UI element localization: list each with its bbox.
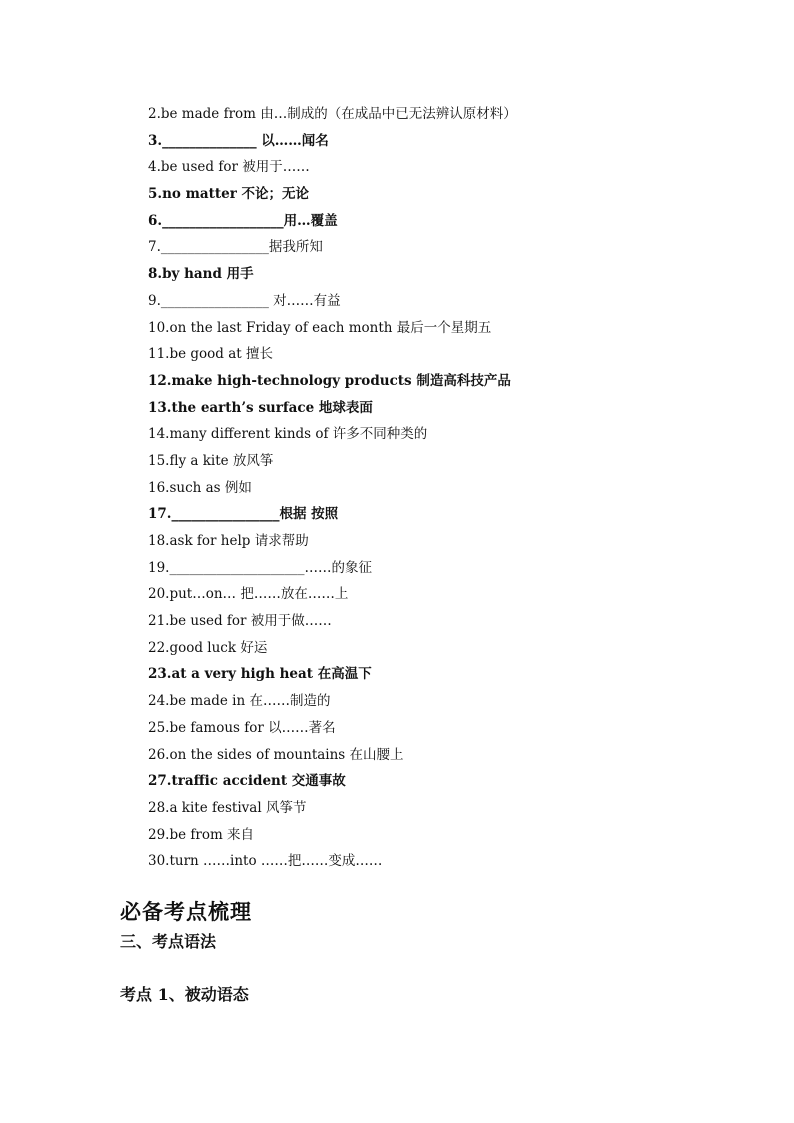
phrase-item-9: 9.________________ 对……有益 [148, 292, 341, 309]
phrase-item-7: 7.________________据我所知 [148, 239, 323, 256]
phrase-item-15: 15.fly a kite 放风筝 [148, 452, 274, 469]
phrase-item-26: 26.on the sides of mountains 在山腰上 [148, 746, 404, 763]
phrase-item-21: 21.be used for 被用于做…… [148, 613, 332, 630]
phrase-item-30: 30.turn ……into ……把……变成…… [148, 853, 383, 870]
phrase-item-24: 24.be made in 在……制造的 [148, 693, 331, 710]
phrase-item-4: 4.be used for 被用于…… [148, 159, 310, 176]
topic-heading: 考点 1、被动语态 [120, 985, 249, 1004]
phrase-item-28: 28.a kite festival 风筝节 [148, 799, 307, 816]
phrase-item-18: 18.ask for help 请求帮助 [148, 533, 309, 549]
phrase-item-23: 23.at a very high heat 在高温下 [148, 666, 372, 683]
phrase-item-6: 6.__________________用…覆盖 [148, 212, 338, 229]
phrase-item-5: 5.no matter 不论；无论 [148, 186, 310, 203]
phrase-item-19: 19.____________________……的象征 [148, 559, 372, 576]
section-title: 必备考点梳理 [120, 899, 252, 924]
phrase-item-22: 22.good luck 好运 [148, 639, 268, 656]
phrase-item-27: 27.traffic accident 交通事故 [148, 773, 346, 790]
phrase-item-2: 2.be made from 由…制成的（在成品中已无法辨认原材料） [148, 106, 517, 122]
phrase-item-13: 13.the earth’s surface 地球表面 [148, 399, 373, 416]
phrase-item-20: 20.put…on… 把……放在……上 [148, 586, 349, 603]
phrase-item-3: 3.______________ 以……闻名 [148, 132, 329, 149]
phrase-item-17: 17.________________根据 按照 [148, 506, 339, 523]
phrase-item-10: 10.on the last Friday of each month 最后一个星期五 [148, 319, 492, 336]
phrase-item-25: 25.be famous for 以……著名 [148, 719, 336, 736]
phrase-item-16: 16.such as 例如 [148, 479, 252, 496]
phrase-item-14: 14.many different kinds of 许多不同种类的 [148, 426, 428, 443]
phrase-item-11: 11.be good at 擅长 [148, 346, 273, 363]
phrase-item-8: 8.by hand 用手 [148, 266, 254, 283]
phrase-list [148, 101, 708, 875]
phrase-item-12: 12.make high-technology products 制造高科技产品 [148, 372, 511, 389]
section-subtitle: 三、考点语法 [120, 932, 217, 951]
phrase-item-29: 29.be from 来自 [148, 826, 255, 843]
